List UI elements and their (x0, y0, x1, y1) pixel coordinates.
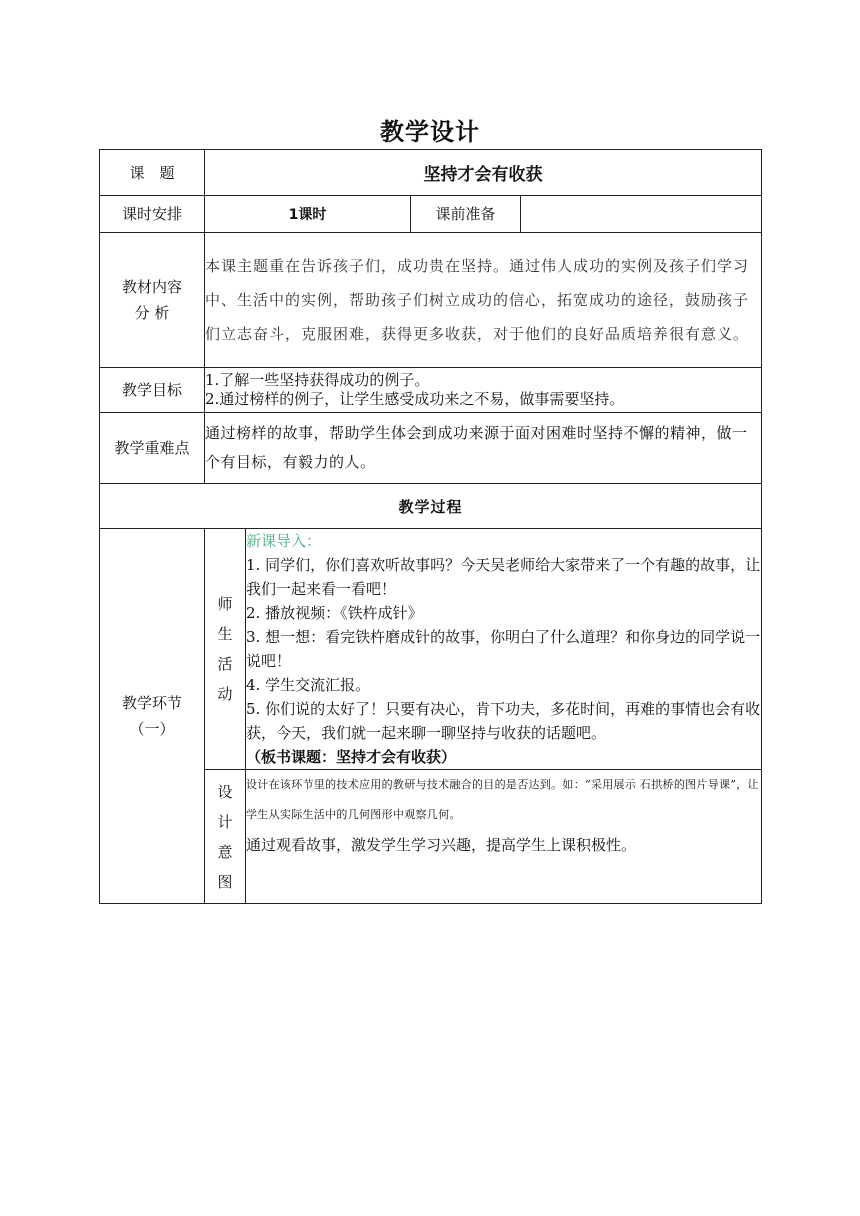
key-points-text: 通过榜样的故事，帮助学生体会到成功来源于面对困难时坚持不懈的精神，做一个有目标，有毅力的人。 (205, 413, 762, 484)
prep-value (521, 196, 762, 233)
schedule-label: 课时安排 (100, 196, 205, 233)
activity-item: 5. 你们说的太好了！只要有决心，肯下功夫，多花时间，再难的事情也会有收获，今天，我们就一起来聊一聊坚持与收获的话题吧。 (246, 700, 761, 742)
schedule-value: 1课时 (205, 196, 411, 233)
activity-content (246, 529, 762, 770)
stage-label-line2: （一） (129, 720, 175, 738)
activity-label-char: 师 (217, 595, 233, 613)
design-text: 通过观看故事，激发学生学习兴趣，提高学生上课积极性。 (246, 836, 637, 854)
goals-label: 教学目标 (100, 368, 205, 413)
process-title-row (100, 484, 762, 529)
design-label-char: 意 (217, 842, 233, 861)
analysis-text: 本课主题重在告诉孩子们，成功贵在坚持。通过伟人成功的实例及孩子们学习中、生活中的实例，帮助孩子们树立成功的信心，拓宽成功的途径，鼓励孩子们立志奋斗，克服困难，获得更多收获，对于他们的良好品质培养很有意义。 (205, 233, 762, 368)
stage-label (100, 529, 205, 904)
activity-item: 3. 想一想：看完铁杵磨成针的故事，你明白了什么道理？和你身边的同学说一说吧！ (246, 628, 761, 670)
activity-item: 2. 播放视频：《铁杵成针》 (246, 604, 423, 622)
design-note: 设计在该环节里的技术应用的教研与技术融合的目的是否达到。如：“采用展示 石拱桥的图片导课”，让学生从实际生活中的几何图形中观察几何。 (246, 778, 759, 821)
document-title: 教学设计 (380, 118, 480, 146)
key-points-row (100, 413, 762, 484)
activity-lead: 新课导入： (246, 532, 322, 550)
activity-label-char: 活 (217, 655, 233, 673)
activity-row (100, 529, 762, 770)
analysis-row (100, 233, 762, 368)
goal-item: 1.了解一些坚持获得成功的例子。 (205, 371, 430, 389)
goal-item: 2.通过榜样的例子，让学生感受成功来之不易，做事需要坚持。 (205, 390, 625, 408)
prep-label: 课前准备 (411, 196, 521, 233)
activity-board-note: （板书课题：坚持才会有收获） (246, 748, 457, 766)
topic-label: 课 题 (100, 150, 205, 196)
lesson-plan-table (99, 149, 762, 904)
topic-row (100, 150, 762, 196)
analysis-label (100, 233, 205, 368)
design-label-char: 设 (217, 782, 233, 801)
key-points-label: 教学重难点 (100, 413, 205, 484)
process-title: 教学过程 (100, 484, 762, 529)
goals-row (100, 368, 762, 413)
analysis-label-line2: 分 析 (134, 304, 170, 322)
design-label (205, 770, 246, 904)
schedule-row (100, 196, 762, 233)
design-content (246, 770, 762, 904)
stage-label-line1: 教学环节 (121, 694, 182, 712)
design-label-char: 计 (217, 812, 233, 831)
topic-value: 坚持才会有收获 (205, 150, 762, 196)
activity-label (205, 529, 246, 770)
activity-item: 1. 同学们，你们喜欢听故事吗？今天吴老师给大家带来了一个有趣的故事，让我们一起来看一看吧！ (246, 556, 761, 598)
analysis-label-line1: 教材内容 (121, 278, 182, 296)
goals-list (205, 368, 762, 413)
activity-label-char: 动 (217, 685, 233, 703)
design-label-char: 图 (217, 872, 233, 891)
activity-label-char: 生 (217, 625, 233, 643)
activity-item: 4. 学生交流汇报。 (246, 676, 371, 694)
